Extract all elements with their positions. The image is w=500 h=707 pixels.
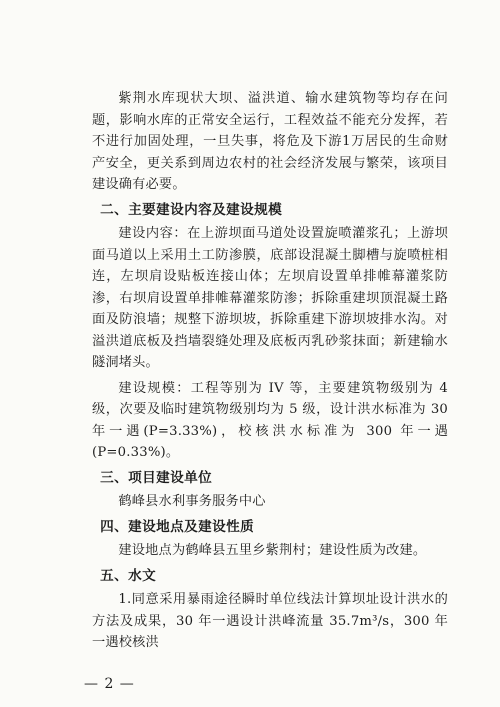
section-heading-location-nature: 四、建设地点及建设性质 [100,518,255,535]
construction-unit-text: 鹤峰县水利事务服务中心 [118,494,266,509]
section-heading-hydrology: 五、水文 [100,567,157,584]
hydrology-paragraph: 1.同意采用暴雨途径瞬时单位线法计算坝址设计洪水的方法及成果，30 年一遇设计洪峰流量 35.7m³/s，300 年一遇校核洪 [92,592,448,650]
section-heading-construction-unit: 三、项目建设单位 [100,469,213,486]
section-heading-construction-content: 二、主要建设内容及建设规模 [100,201,283,218]
page-number: — 2 — [84,676,135,692]
construction-content-paragraph: 建设内容：在上游坝面马道处设置旋喷灌浆孔；上游坝面马道以上采用土工防渗膜，底部设混凝土脚槽与旋喷桩相连，左坝肩设贴板连接山体；左坝肩设置单排帷幕灌浆防渗，右坝肩设置单排帷幕灌浆防渗；拆除重建坝顶混凝土路面及防浪墙；规整下游坝坡，拆除重建下游坝坡排水沟。对溢洪道底板及挡墙裂缝处理及底板丙乳砂浆抹面；新建输水隧洞堵头。 [92,226,448,370]
construction-scale-paragraph: 建设规模：工程等别为 IV 等，主要建筑物级别为 4 级，次要及临时建筑物级别均为 5 级，设计洪水标准为 30 年一遇(P=3.33%)，校核洪水标准为 300 年一遇(P=0.33%)。 [92,380,448,460]
location-nature-text: 建设地点为鹤峰县五里乡紫荆村；建设性质为改建。 [118,543,427,558]
intro-paragraph: 紫荆水库现状大坝、溢洪道、输水建筑物等均存在问题，影响水库的正常安全运行，工程效益不能充分发挥，若不进行加固处理，一旦失事，将危及下游1万居民的生命财产安全，更关系到周边农村的社会经济发展与繁荣，该项目建设确有必要。 [92,91,448,192]
document-body [92,88,448,654]
